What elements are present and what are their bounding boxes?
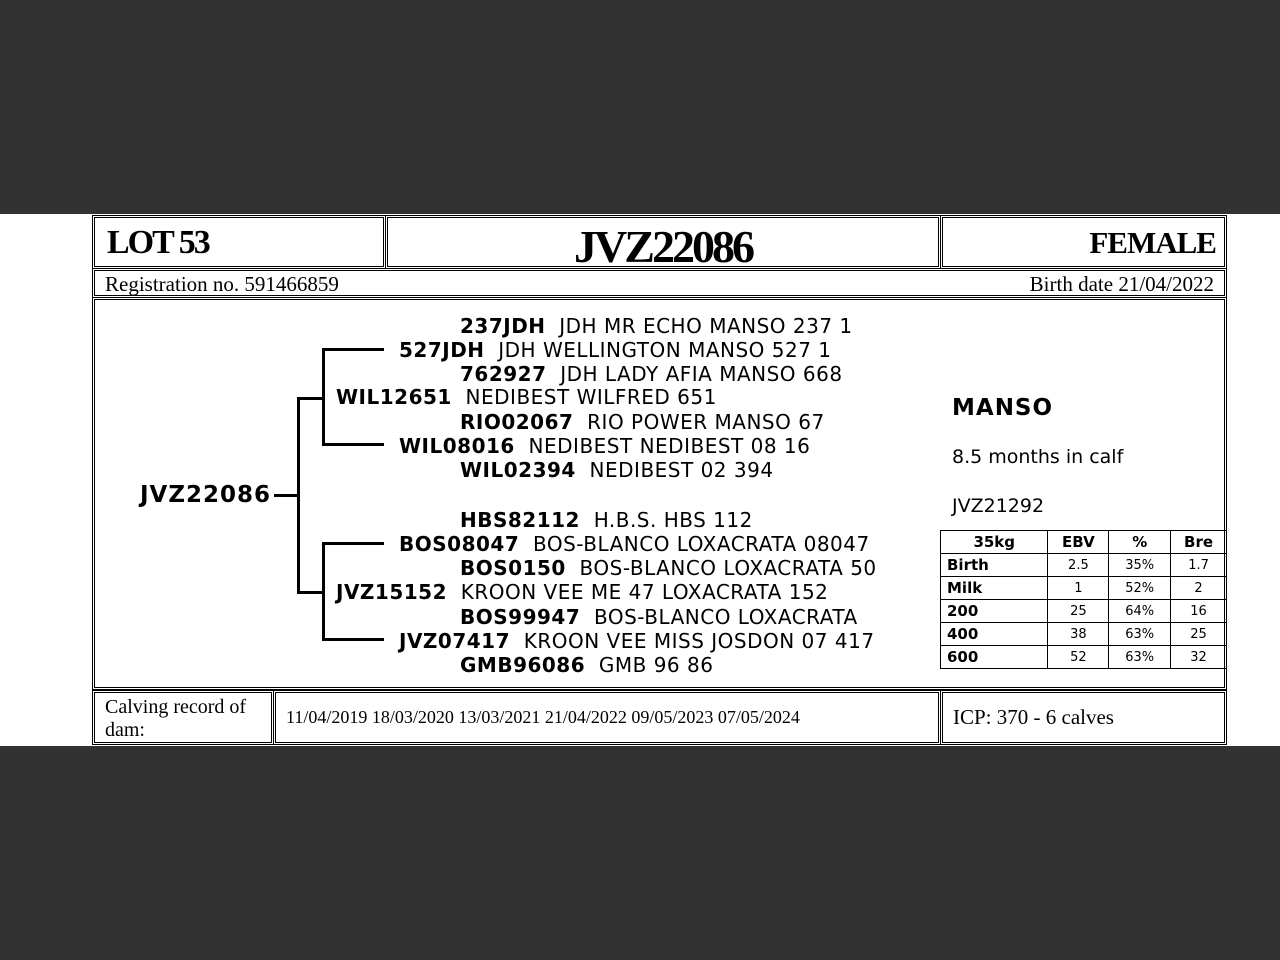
pedigree-entry: 527JDH JDH WELLINGTON MANSO 527 1 xyxy=(399,338,832,362)
ebv-value: 25 xyxy=(1048,600,1109,623)
breed-name: MANSO xyxy=(952,395,1054,421)
pedigree-entry: 762927 JDH LADY AFIA MANSO 668 xyxy=(460,362,843,386)
ebv-row-label: Birth xyxy=(941,554,1048,577)
ebv-percent: 35% xyxy=(1109,554,1171,577)
subject-connector xyxy=(274,494,298,497)
reg-id-cell xyxy=(387,217,939,272)
ebv-breed-avg: 2 xyxy=(1171,577,1227,600)
sire-dam-connector xyxy=(322,443,384,446)
ebv-row xyxy=(941,577,1227,600)
dam-connector xyxy=(297,591,325,594)
ebv-table xyxy=(940,530,1227,669)
pedigree-entry: WIL12651 NEDIBEST WILFRED 651 xyxy=(336,385,717,409)
ebv-breed-avg: 1.7 xyxy=(1171,554,1227,577)
pedigree-entry: GMB96086 GMB 96 86 xyxy=(460,653,714,677)
ebv-percent: 52% xyxy=(1109,577,1171,600)
calving-label: Calving record of dam: xyxy=(105,696,247,741)
pedigree-entry: BOS99947 BOS-BLANCO LOXACRATA xyxy=(460,605,858,629)
ebv-value: 1 xyxy=(1048,577,1109,600)
ebv-header-cell: Bre xyxy=(1171,531,1227,554)
ebv-breed-avg: 16 xyxy=(1171,600,1227,623)
ebv-breed-avg: 25 xyxy=(1171,623,1227,646)
ebv-percent: 63% xyxy=(1109,623,1171,646)
parents-bracket xyxy=(297,397,300,593)
ebv-row-label: 200 xyxy=(941,600,1048,623)
icp-cell xyxy=(942,692,1225,743)
pedigree-entry: WIL02394 NEDIBEST 02 394 xyxy=(460,458,774,482)
sex-label: FEMALE xyxy=(1089,225,1216,260)
in-calf-status: 8.5 months in calf xyxy=(952,446,1124,468)
ebv-percent: 64% xyxy=(1109,600,1171,623)
ebv-row xyxy=(941,623,1227,646)
sire-bracket xyxy=(322,348,325,446)
lot-number: LOT 53 xyxy=(107,224,209,261)
calving-dates-cell xyxy=(275,692,939,743)
registration-row xyxy=(94,270,1225,296)
ebv-header-row xyxy=(941,531,1227,554)
pedigree-entry: BOS08047 BOS-BLANCO LOXACRATA 08047 xyxy=(399,532,870,556)
ebv-breed-avg: 32 xyxy=(1171,646,1227,669)
pedigree-entry: JVZ15152 KROON VEE ME 47 LOXACRATA 152 xyxy=(336,580,829,604)
ebv-row-label: Milk xyxy=(941,577,1048,600)
ebv-row xyxy=(941,554,1227,577)
registration-number: Registration no. 591466859 xyxy=(105,272,339,296)
ebv-header-cell: EBV xyxy=(1048,531,1109,554)
dam-bracket xyxy=(322,542,325,641)
pedigree-entry: JVZ07417 KROON VEE MISS JOSDON 07 417 xyxy=(399,629,875,653)
sire-connector xyxy=(297,397,325,400)
ebv-row xyxy=(941,600,1227,623)
birth-date: Birth date 21/04/2022 xyxy=(1029,272,1214,296)
dam-sire-connector xyxy=(322,542,384,545)
animal-id-title: JVZ22086 xyxy=(574,221,752,272)
sire-sire-connector xyxy=(322,348,384,351)
ebv-row-label: 600 xyxy=(941,646,1048,669)
ebv-row-label: 400 xyxy=(941,623,1048,646)
calving-label-cell xyxy=(94,692,272,743)
ebv-value: 2.5 xyxy=(1048,554,1109,577)
pedigree-entry: HBS82112 H.B.S. HBS 112 xyxy=(460,508,753,532)
pedigree-subject: JVZ22086 xyxy=(140,482,272,508)
pedigree-entry: WIL08016 NEDIBEST NEDIBEST 08 16 xyxy=(399,434,811,458)
ebv-row xyxy=(941,646,1227,669)
lot-card xyxy=(0,214,1280,746)
ebv-value: 52 xyxy=(1048,646,1109,669)
ebv-header-cell: % xyxy=(1109,531,1171,554)
icp-summary: ICP: 370 - 6 calves xyxy=(953,705,1114,729)
ebv-value: 38 xyxy=(1048,623,1109,646)
sex-cell xyxy=(942,217,1225,267)
dam-dam-connector xyxy=(322,638,384,641)
ebv-header-cell: 35kg xyxy=(941,531,1048,554)
pedigree-entry: BOS0150 BOS-BLANCO LOXACRATA 50 xyxy=(460,556,877,580)
lot-cell xyxy=(94,217,384,267)
pedigree-entry: 237JDH JDH MR ECHO MANSO 237 1 xyxy=(460,314,853,338)
pedigree-entry: RIO02067 RIO POWER MANSO 67 xyxy=(460,410,825,434)
service-sire: JVZ21292 xyxy=(952,495,1045,517)
ebv-percent: 63% xyxy=(1109,646,1171,669)
calving-dates: 11/04/2019 18/03/2020 13/03/2021 21/04/2022 09/05/2023 07/05/2024 xyxy=(286,707,800,727)
